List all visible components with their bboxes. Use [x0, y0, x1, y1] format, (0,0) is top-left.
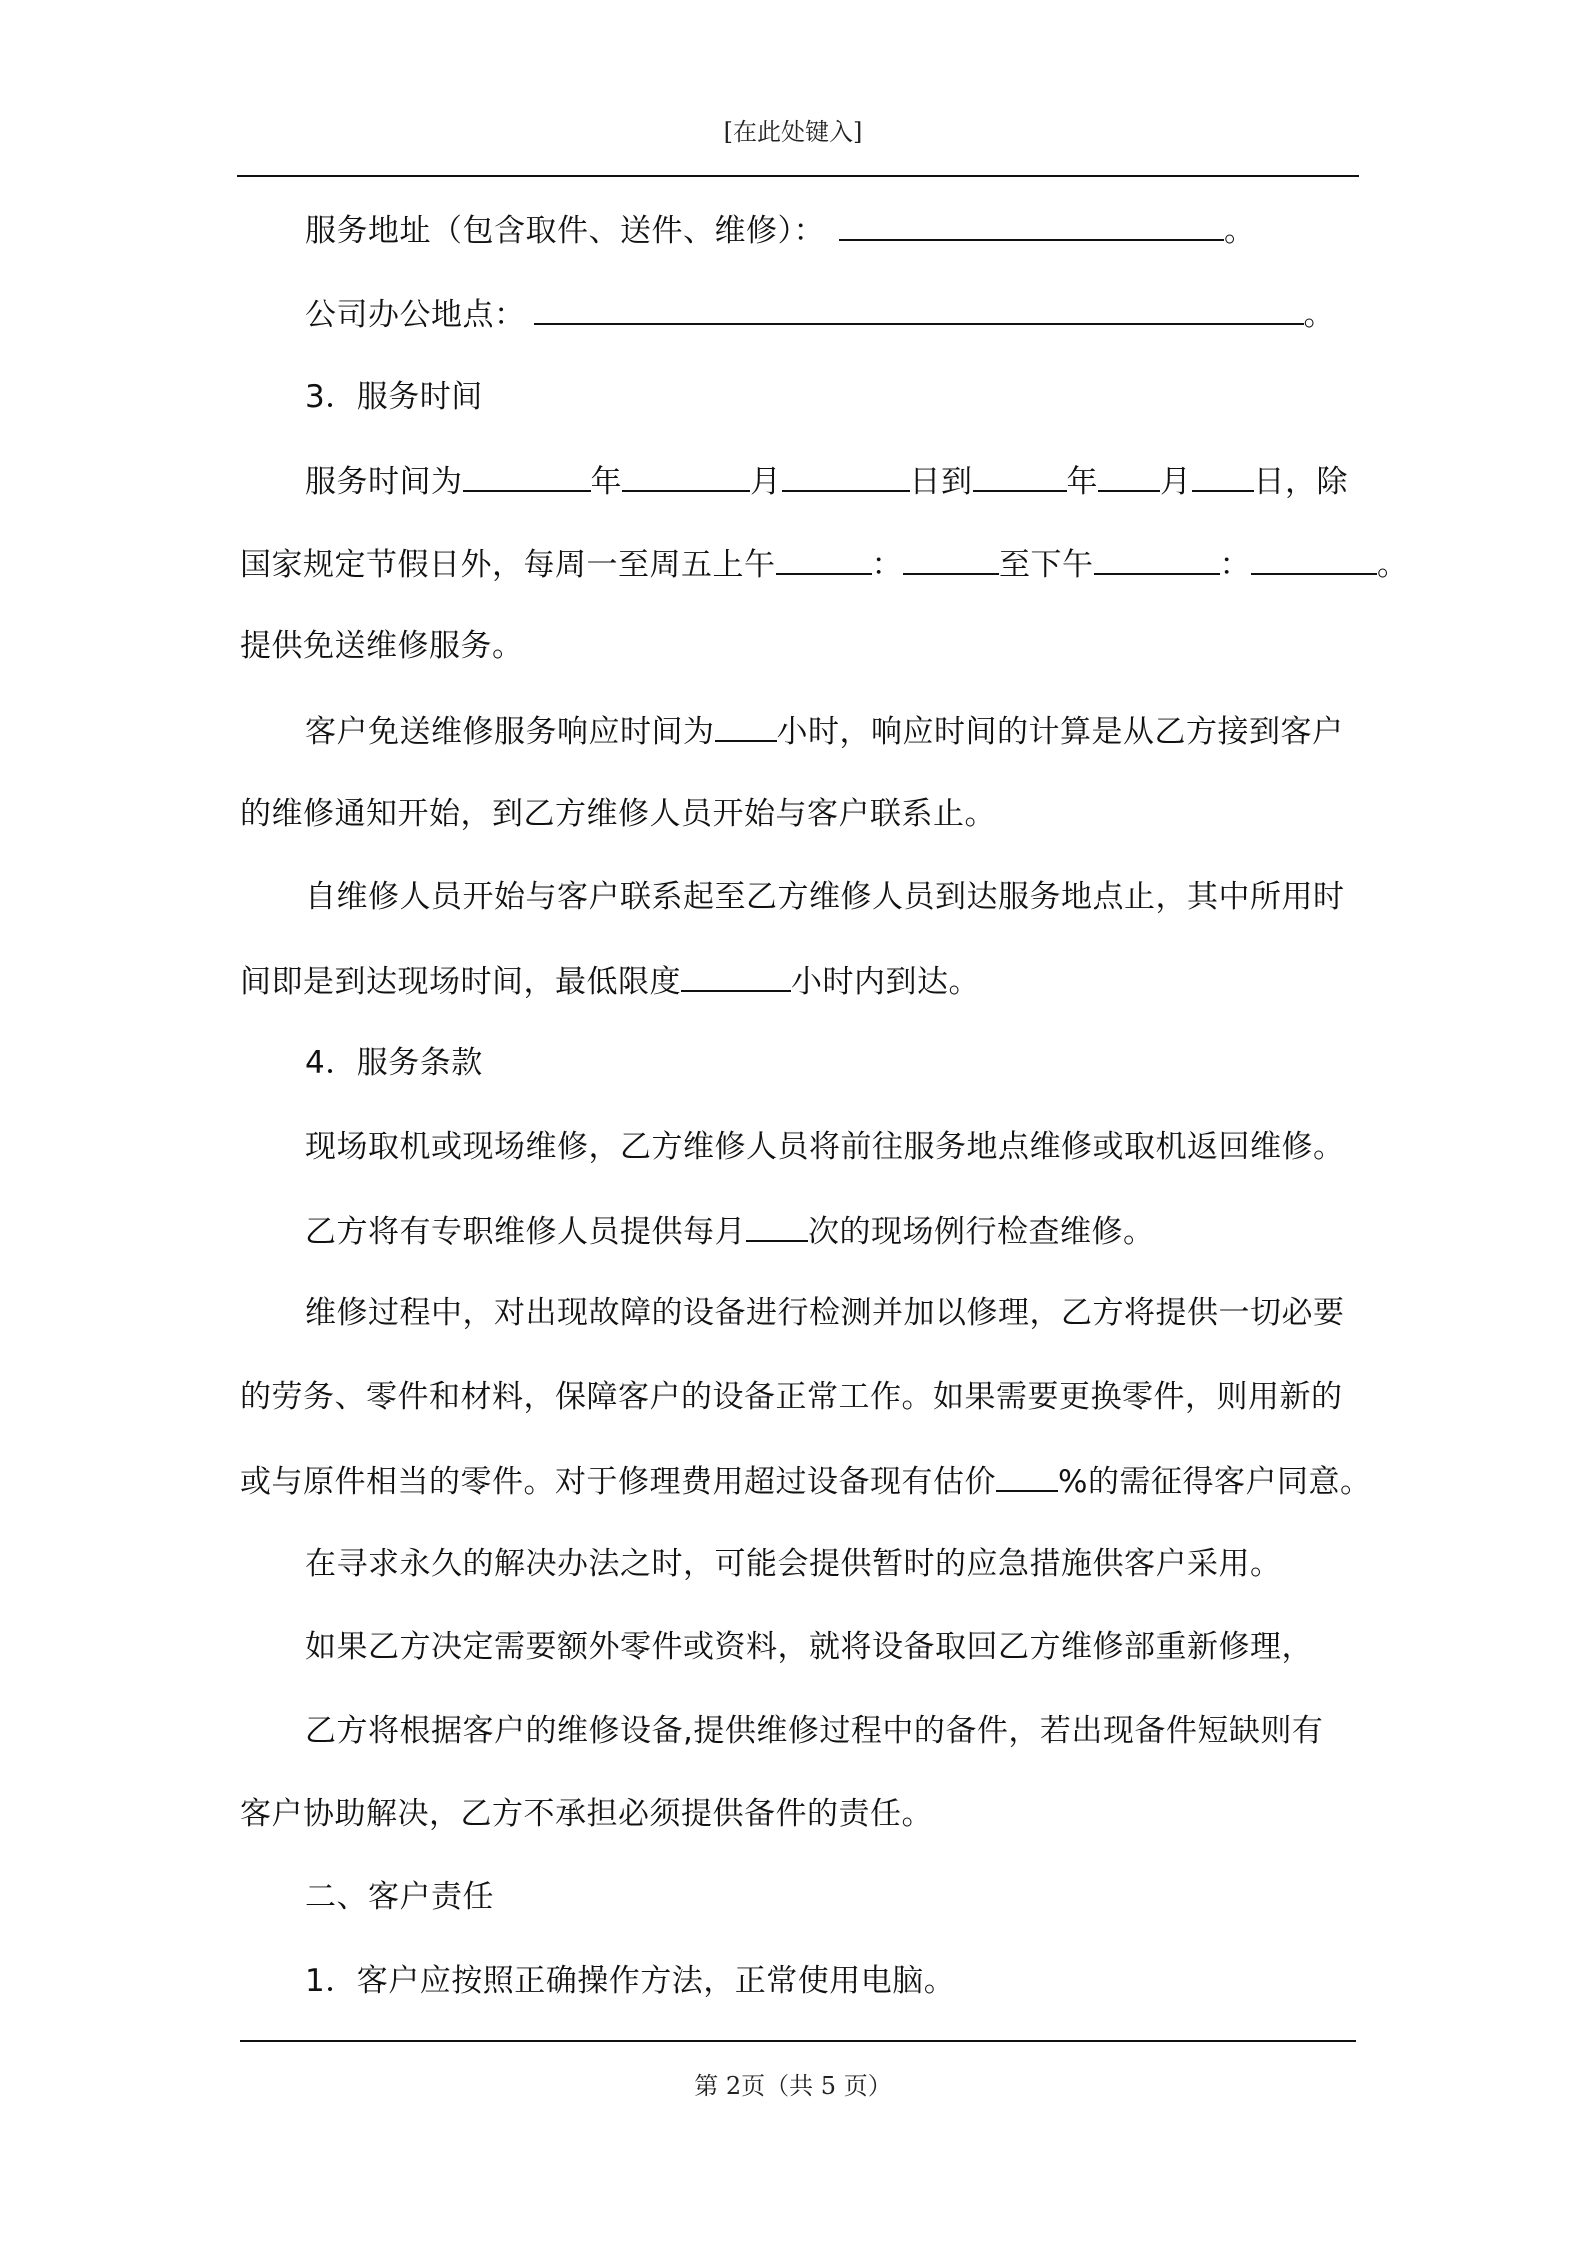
repair-cost-line: 或与原件相当的零件。对于修理费用超过设备现有估价 %的需征得客户同意。 — [240, 1460, 1371, 1502]
paragraph-text: 的维修通知开始，到乙方维修人员开始与客户联系止。 — [240, 796, 996, 832]
response-hours-blank[interactable] — [715, 710, 777, 742]
start-day-blank[interactable] — [782, 460, 910, 492]
office-address-blank[interactable] — [534, 293, 1304, 325]
header-rule — [237, 175, 1359, 177]
paragraph-text: 维修过程中，对出现故障的设备进行检测并加以修理，乙方将提供一切必要 — [305, 1295, 1345, 1331]
section-heading-service-time: 3．服务时间 — [305, 379, 483, 415]
arrival-hours-blank[interactable] — [681, 960, 791, 992]
start-month-blank[interactable] — [622, 460, 750, 492]
paragraph-text: 如果乙方决定需要额外零件或资料，就将设备取回乙方维修部重新修理， — [305, 1629, 1313, 1665]
office-address-label: 公司办公地点： — [305, 297, 526, 333]
paragraph-text: 客户协助解决，乙方不承担必须提供备件的责任。 — [240, 1796, 933, 1832]
office-address-line: 公司办公地点： 。 — [305, 293, 1335, 335]
section-heading-service-terms: 4．服务条款 — [305, 1045, 483, 1081]
start-year-blank[interactable] — [463, 460, 591, 492]
service-address-line: 服务地址（包含取件、送件、维修）： 。 — [305, 209, 1256, 251]
section-heading-customer-duty: 二、客户责任 — [305, 1879, 494, 1915]
paragraph-text: 在寻求永久的解决办法之时，可能会提供暂时的应急措施供客户采用。 — [305, 1546, 1282, 1582]
am-hour-blank[interactable] — [776, 543, 872, 575]
pm-hour-blank[interactable] — [1094, 543, 1220, 575]
service-hours-line: 国家规定节假日外，每周一至周五上午 ： 至下午 ： 。 — [240, 543, 1409, 585]
page-number: 第 2页（共 5 页） — [694, 2072, 892, 2100]
page-header: [在此处键入] — [723, 118, 863, 146]
paragraph-text: 1．客户应按照正确操作方法，正常使用电脑。 — [305, 1963, 956, 1999]
pm-minute-blank[interactable] — [1251, 543, 1377, 575]
inspection-frequency-line: 乙方将有专职维修人员提供每月 次的现场例行检查维修。 — [305, 1210, 1155, 1252]
paragraph-text: 现场取机或现场维修，乙方维修人员将前往服务地点维修或取机返回维修。 — [305, 1129, 1345, 1165]
service-period-line: 服务时间为 年 月 日到 年 月 日，除 — [305, 460, 1348, 502]
paragraph-text: 乙方将根据客户的维修设备,提供维修过程中的备件，若出现备件短缺则有 — [305, 1713, 1324, 1749]
footer-rule — [240, 2040, 1356, 2042]
am-minute-blank[interactable] — [903, 543, 999, 575]
paragraph-text: 的劳务、零件和材料，保障客户的设备正常工作。如果需要更换零件，则用新的 — [240, 1379, 1343, 1415]
response-time-line: 客户免送维修服务响应时间为 小时，响应时间的计算是从乙方接到客户 — [305, 710, 1344, 752]
arrival-time-line: 间即是到达现场时间，最低限度 小时内到达。 — [240, 960, 980, 1002]
valuation-percent-blank[interactable] — [996, 1460, 1058, 1492]
paragraph-text: 提供免送维修服务。 — [240, 628, 524, 664]
paragraph-text: 自维修人员开始与客户联系起至乙方维修人员到达服务地点止，其中所用时 — [305, 879, 1345, 915]
service-address-blank[interactable] — [839, 209, 1224, 241]
monthly-visits-blank[interactable] — [746, 1210, 808, 1242]
end-year-blank[interactable] — [973, 460, 1067, 492]
end-month-blank[interactable] — [1098, 460, 1160, 492]
end-day-blank[interactable] — [1192, 460, 1254, 492]
service-address-label: 服务地址（包含取件、送件、维修）： — [305, 213, 825, 249]
